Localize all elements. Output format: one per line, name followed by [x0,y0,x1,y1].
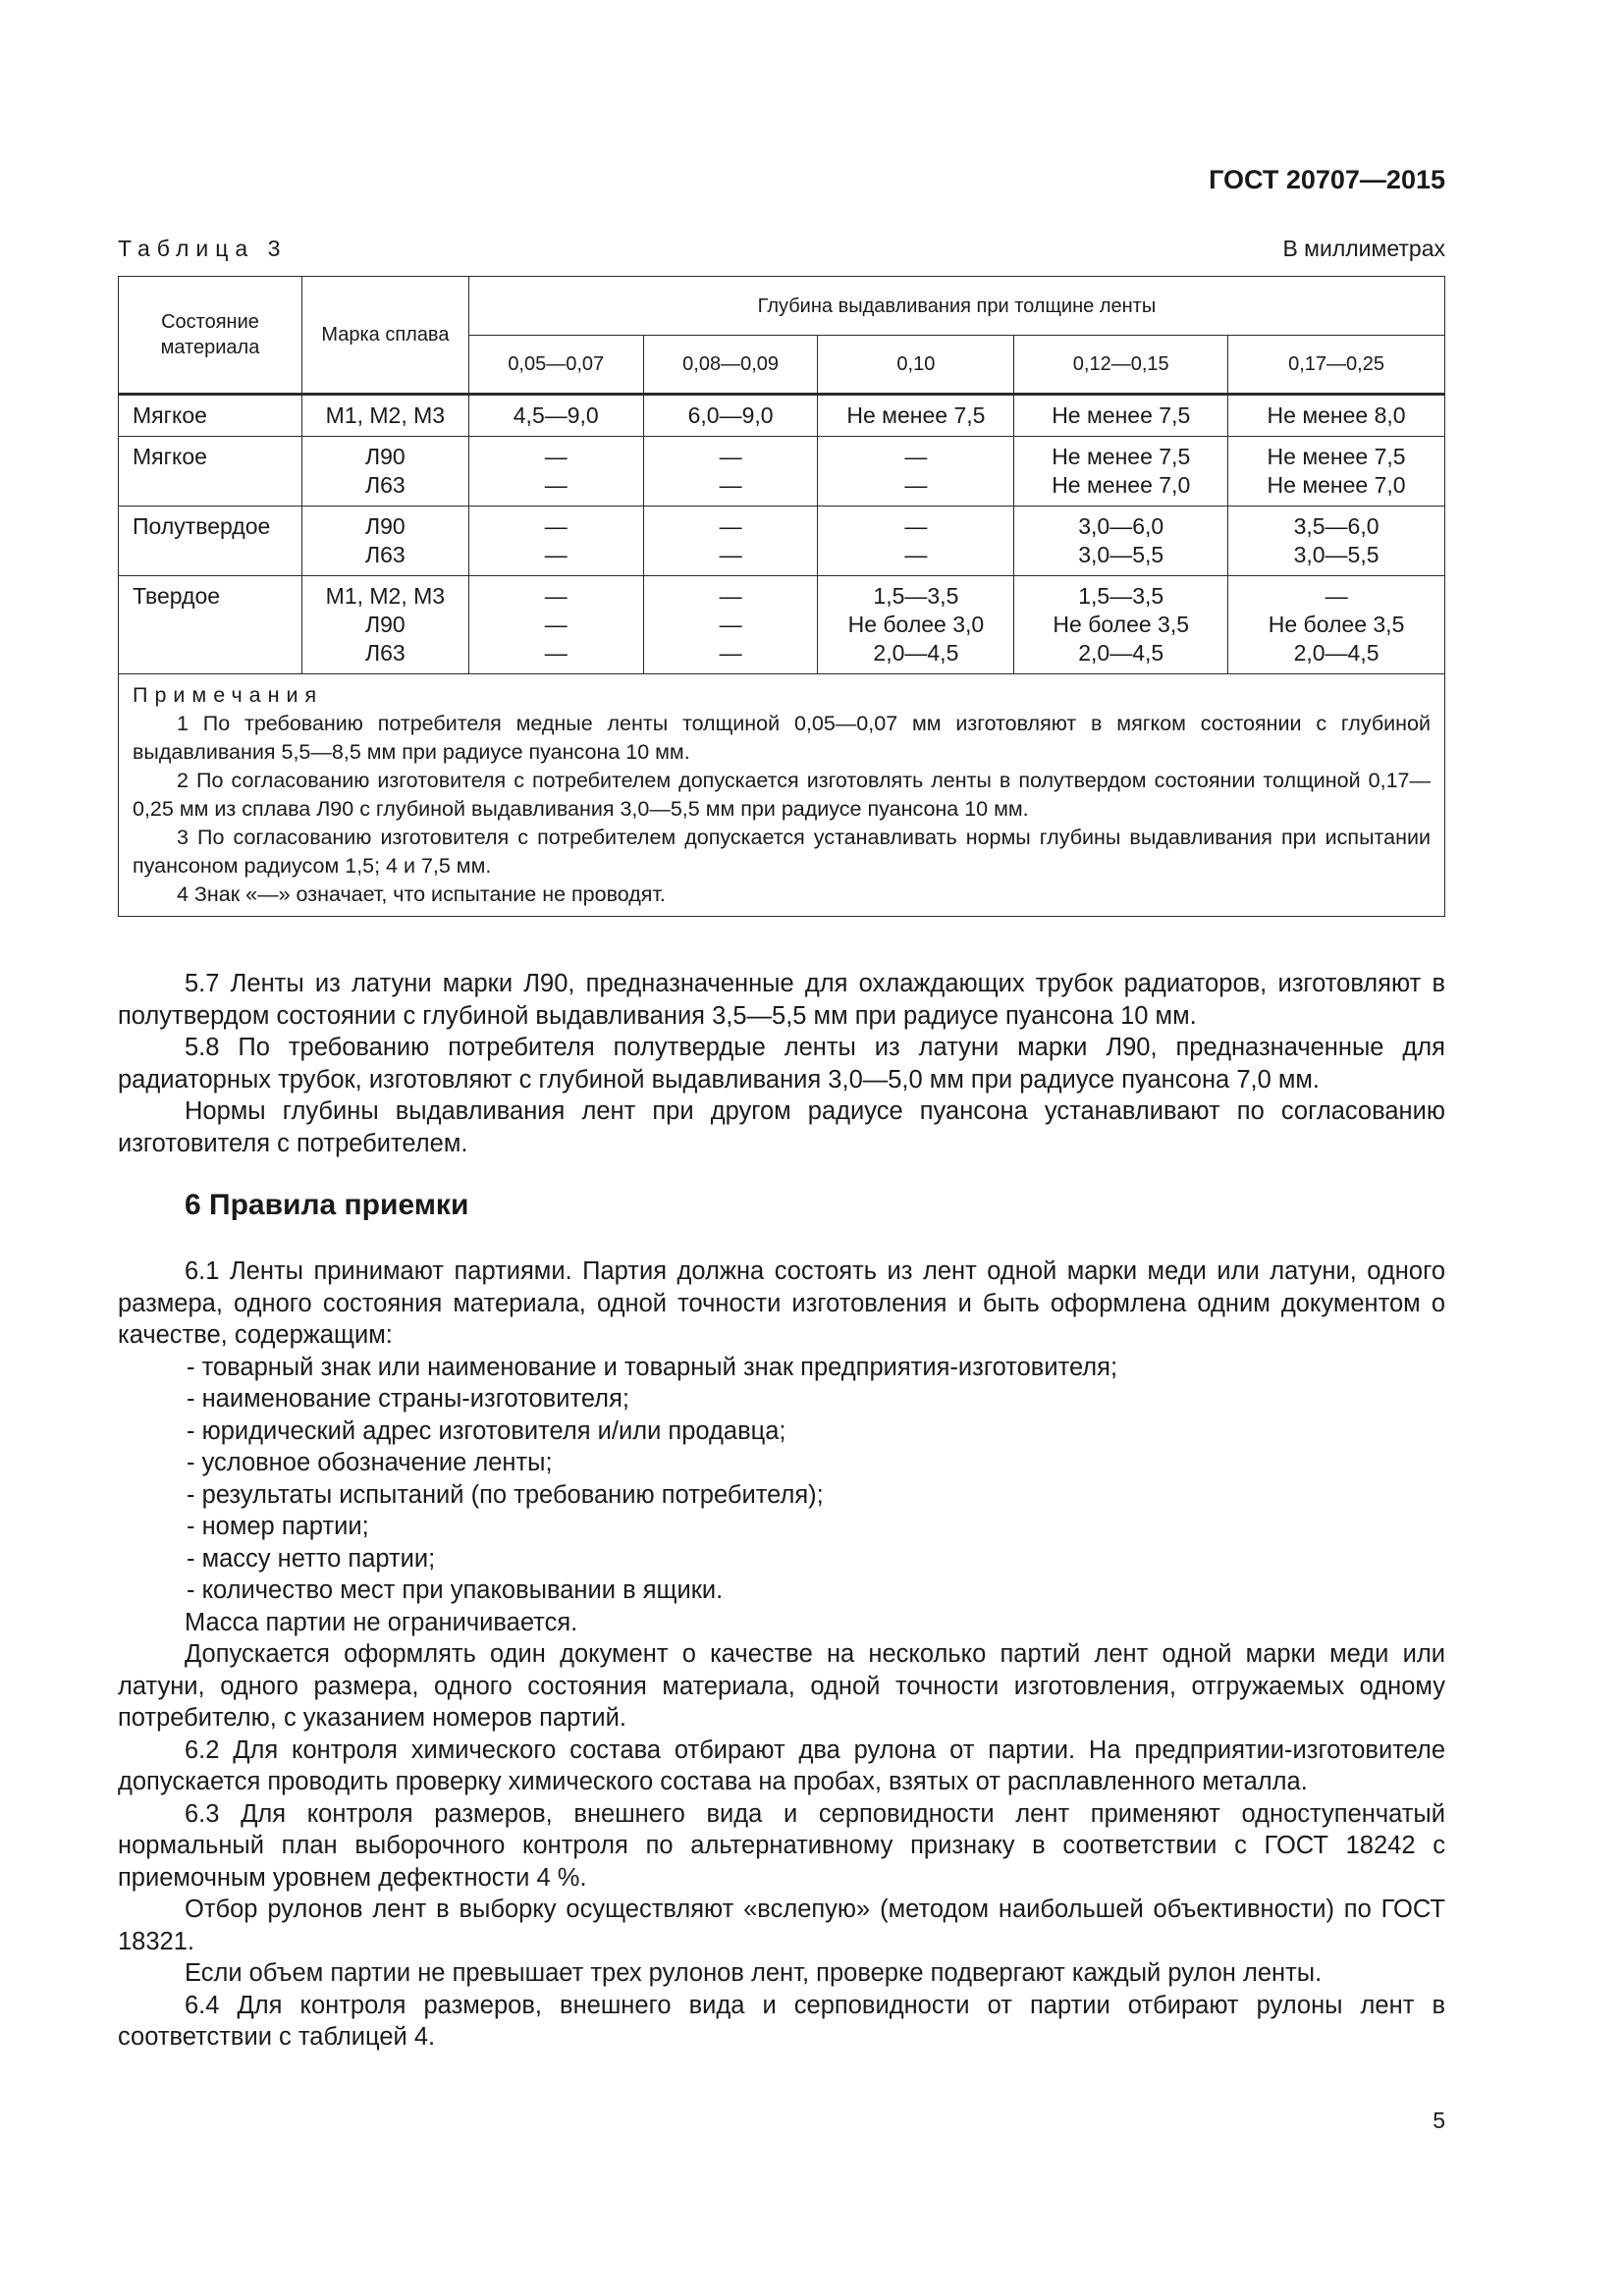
list-item: - наименование страны-изготовителя; [187,1385,629,1413]
note-item: 2 По согласованию изготовителя с потребителем допускается изготовлять ленты в полутвердом состоянии толщиной 0,17—0,25 мм из сплава Л90 с глубиной выдавливания 3,0—5,5 мм при радиусе пуансона 10 мм. [133,769,1431,821]
cell-state: Твердое [119,576,302,674]
list-item: - результаты испытаний (по требованию потребителя); [187,1480,824,1509]
cell-value: 6,0—9,0 [643,395,818,437]
table-row [119,507,1445,576]
cell-value: 3,5—6,0 3,0—5,5 [1228,507,1445,576]
cell-state: Мягкое [119,437,302,507]
table-notes-row [119,674,1445,917]
table-3 [118,276,1445,917]
list-item: - номер партии; [187,1513,369,1540]
table-row [119,576,1445,674]
cell-value: — Не более 3,5 2,0—4,5 [1228,576,1445,674]
note-item: 1 По требованию потребителя медные ленты толщиной 0,05—0,07 мм изготовляют в мягком состоянии с глубиной выдавливания 5,5—8,5 мм при радиусе пуансона 10 мм. [133,712,1431,764]
clauses-5-7-5-8 [118,968,1445,1159]
list-item: - юридический адрес изготовителя и/или продавца; [187,1416,786,1445]
cell-value: — — [643,437,818,507]
page-number: 5 [1433,2108,1445,2133]
cell-state: Мягкое [119,395,302,437]
table-row [119,395,1445,437]
clause-6-1: 6.1 Ленты принимают партиями. Партия должна состоять из лент одной марки меди или латуни, одного размера, одного состояния материала, одной точности изготовления и быть оформлена одним документом о качестве, содержащим: [118,1257,1445,1349]
list-item: - товарный знак или наименование и товарный знак предприятия-изготовителя; [187,1353,1118,1381]
cell-value: 3,0—6,0 3,0—5,5 [1014,507,1228,576]
list-item: - количество мест при упаковывании в ящики. [187,1576,724,1604]
standard-number: ГОСТ 20707—2015 [1209,165,1445,194]
paragraph: Допускается оформлять один документ о качестве на несколько партий лент одной марки меди или латуни, одного размера, одного состояния материала, одной точности изготовления, отгружаемых одному потребителю, с указанием номеров партий. [118,1640,1445,1732]
cell-state: Полутвердое [119,507,302,576]
header-thickness: 0,17—0,25 [1228,336,1445,395]
note-item: 3 По согласованию изготовителя с потребителем допускается устанавливать нормы глубины выдавливания при испытании пуансоном радиусом 1,5; 4 и 7,5 мм. [133,826,1431,878]
cell-value: 1,5—3,5 Не более 3,5 2,0—4,5 [1014,576,1228,674]
header-state: Состояние материала [119,277,302,395]
clause-6-3: 6.3 Для контроля размеров, внешнего вида и серповидности лент применяют одноступенчатый нормальный план выборочного контроля по альтернативному признаку в соответствии с ГОСТ 18242 с приемочным уровнем дефектности 4 %. [118,1799,1445,1892]
clause-6-4: 6.4 Для контроля размеров, внешнего вида и серповидности от партии отбирают рулоны лент в соответствии с таблицей 4. [118,1991,1445,2051]
list-item: - массу нетто партии; [187,1544,436,1573]
header-thickness: 0,12—0,15 [1014,336,1228,395]
cell-value: Не менее 7,5 [818,395,1014,437]
header-thickness: 0,05—0,07 [468,336,643,395]
cell-value: — — [818,437,1014,507]
cell-value: — — [818,507,1014,576]
cell-value: Не менее 7,5 Не менее 7,0 [1014,437,1228,507]
cell-value: Не менее 7,5 [1014,395,1228,437]
cell-value: — — — [468,576,643,674]
cell-alloy: М1, М2, М3 Л90 Л63 [301,576,468,674]
cell-alloy: Л90 Л63 [301,437,468,507]
table-caption: Таблица 3 [118,236,288,261]
cell-value: — — [468,437,643,507]
clause-5-8: 5.8 По требованию потребителя полутвердые ленты из латуни марки Л90, предназначенные для радиаторных трубок, изготовляют с глубиной выдавливания 3,0—5,0 мм при радиусе пуансона 7,0 мм. [118,1034,1445,1094]
header-thickness: 0,08—0,09 [643,336,818,395]
cell-value: — — — [643,576,818,674]
cell-value: Не менее 7,5 Не менее 7,0 [1228,437,1445,507]
header-thickness: 0,10 [818,336,1014,395]
paragraph: Масса партии не ограничивается. [185,1608,578,1636]
section-heading: 6 Правила приемки [185,1189,469,1221]
notes-title: Примечания [133,683,324,707]
cell-alloy: Л90 Л63 [301,507,468,576]
section-6 [118,1190,1445,1222]
cell-value: — — [468,507,643,576]
paragraph: Если объем партии не превышает трех рулонов лент, проверке подвергают каждый рулон ленты. [185,1959,1323,1987]
note-item: 4 Знак «—» означает, что испытание не проводят. [177,882,666,906]
clause-5-7: 5.7 Ленты из латуни марки Л90, предназначенные для охлаждающих трубок радиаторов, изготовляют в полутвердом состоянии с глубиной выдавливания 3,5—5,5 мм при радиусе пуансона 10 мм. [118,970,1445,1030]
header-alloy: Марка сплава [301,277,468,395]
cell-value: — — [643,507,818,576]
clause-6-2: 6.2 Для контроля химического состава отбирают два рулона от партии. На предприятии-изготовителе допускается проводить проверку химического состава на пробах, взятых от расплавленного металла. [118,1735,1445,1795]
cell-alloy: М1, М2, М3 [301,395,468,437]
section-6-body [118,1255,1445,2054]
paragraph: Отбор рулонов лент в выборку осуществляют «вслепую» (методом наибольшей объективности) по ГОСТ 18321. [118,1896,1445,1955]
paragraph: Нормы глубины выдавливания лент при другом радиусе пуансона устанавливают по согласованию изготовителя с потребителем. [118,1097,1445,1157]
cell-value: Не менее 8,0 [1228,395,1445,437]
header-depth: Глубина выдавливания при толщине ленты [468,277,1444,336]
cell-value: 4,5—9,0 [468,395,643,437]
list-item: - условное обозначение ленты; [187,1449,553,1476]
table-row [119,437,1445,507]
table-notes [119,674,1445,917]
cell-value: 1,5—3,5 Не более 3,0 2,0—4,5 [818,576,1014,674]
table-unit: В миллиметрах [1282,236,1445,261]
